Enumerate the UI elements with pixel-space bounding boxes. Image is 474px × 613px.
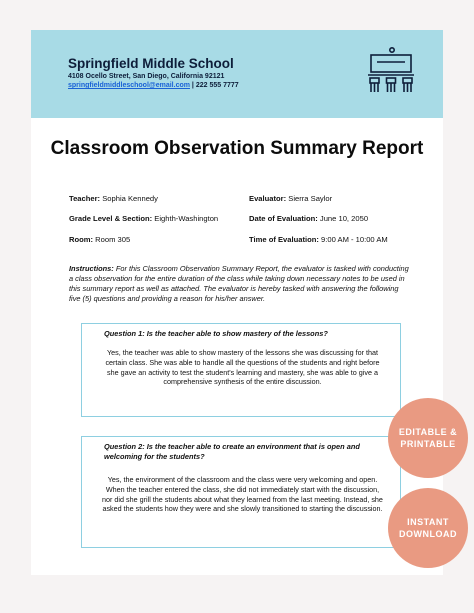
question-1-answer: Yes, the teacher was able to show mastery of the lessons she was discussing for that certain class. She was able to handle all the questions of the students and right before she gave an activity to test the student's learning and mastery, she was able to give a comprehensive synthesis of the entire discussion.: [105, 348, 380, 387]
report-title: Classroom Observation Summary Report: [50, 138, 424, 159]
grade-value: Eighth-Washington: [154, 214, 219, 223]
classroom-icon: [368, 46, 414, 94]
room-value: Room 305: [95, 235, 131, 244]
instructions-paragraph: [69, 264, 410, 304]
evaluator-field: [249, 194, 332, 203]
date-label: Date of Evaluation:: [249, 214, 318, 223]
date-value: June 10, 2050: [319, 214, 369, 223]
school-email-link[interactable]: springfieldmiddleschool@email.com: [68, 82, 190, 89]
editable-printable-badge: [388, 398, 468, 478]
instant-badge-line-2: DOWNLOAD: [399, 529, 457, 539]
time-label: Time of Evaluation:: [249, 235, 319, 244]
teacher-label: Teacher:: [69, 194, 101, 203]
room-field: [69, 235, 130, 244]
teacher-value: Sophia Kennedy: [102, 194, 158, 203]
editable-badge-line-2: PRINTABLE: [400, 439, 456, 449]
date-field: [249, 214, 368, 223]
question-1-box: [81, 323, 401, 417]
school-name: Springfield Middle School: [68, 56, 234, 71]
time-field: [249, 235, 388, 244]
evaluator-label: Evaluator:: [249, 194, 287, 203]
school-phone: 222 555 7777: [195, 82, 239, 89]
instructions-label: Instructions:: [69, 264, 114, 273]
teacher-field: [69, 194, 158, 203]
document-page: [31, 30, 443, 575]
room-label: Room:: [69, 235, 94, 244]
grade-label: Grade Level & Section:: [69, 214, 153, 223]
question-2-title: Question 2: Is the teacher able to create an environment that is open and welcoming for the students?: [104, 442, 360, 461]
instructions-text: For this Classroom Observation Summary Report, the evaluator is tasked with conducting a class observation for the entire duration of the class while taking down necessary notes to be used in this summary report as well as attached. The evaluator is hereby tasked with answering the following five (5) questions and providing a reason for his/her answer.: [69, 264, 409, 303]
question-2-box: [81, 436, 401, 548]
editable-badge-line-1: EDITABLE &: [398, 427, 458, 437]
school-contact: [68, 82, 239, 89]
instant-badge-line-1: INSTANT: [407, 517, 449, 527]
question-1-title: Question 1: Is the teacher able to show mastery of the lessons?: [104, 329, 328, 338]
evaluator-value: Sierra Saylor: [288, 194, 333, 203]
contact-separator: |: [189, 82, 196, 89]
school-address: 4108 Ocello Street, San Diego, California 92121: [68, 73, 225, 80]
grade-field: [69, 214, 218, 223]
instant-download-badge: [388, 488, 468, 568]
time-value: 9:00 AM - 10:00 AM: [321, 235, 388, 244]
school-header: [31, 30, 443, 118]
question-2-answer: Yes, the environment of the classroom and the class were very welcoming and open. When the teacher entered the class, she did not immediately start with the discussion, nor did she grill the students about what they learned from the last meeting. Instead, she asked the students how they were and she slowly transitioned to starting the discussion.: [102, 475, 383, 514]
